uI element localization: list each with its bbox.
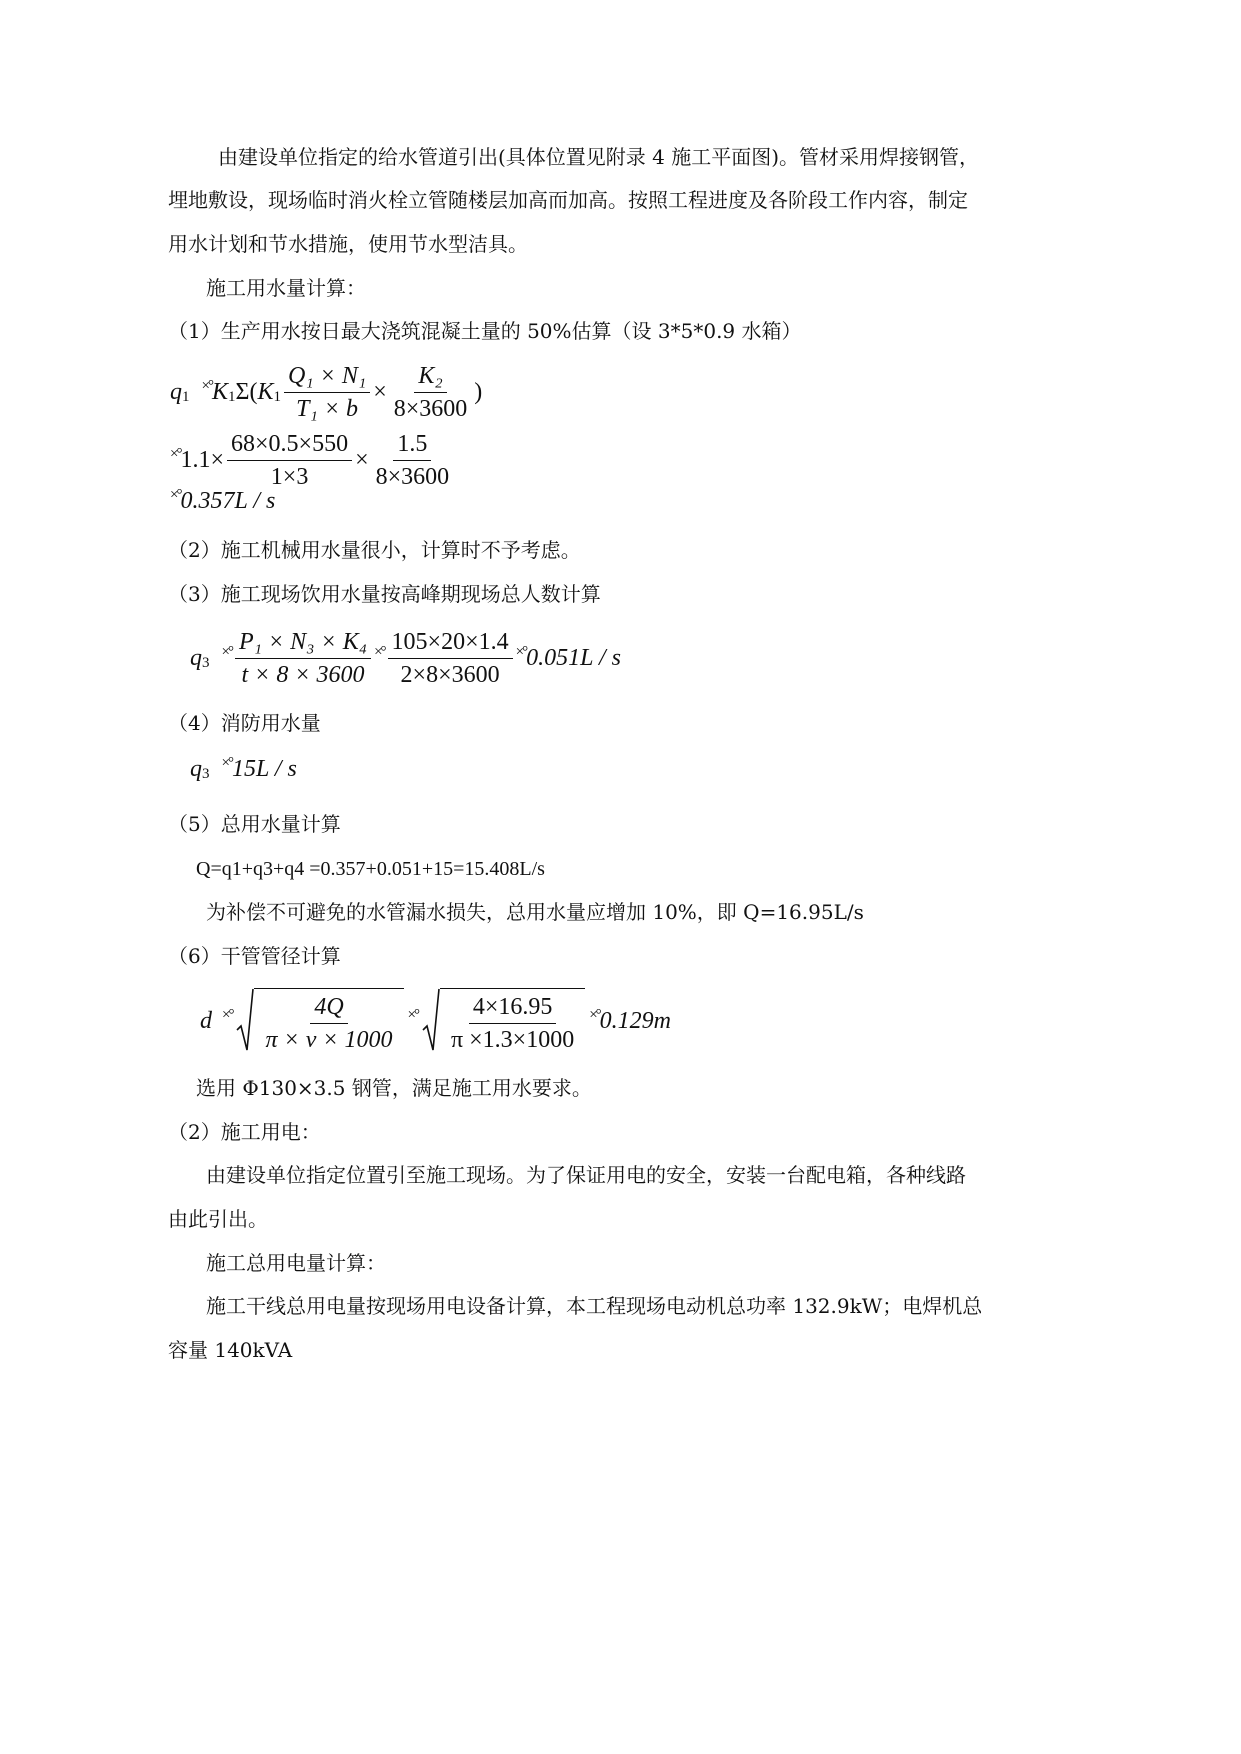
fraction-numerator: P₁ × N₃ × K₄: [235, 628, 371, 659]
times-symbol: ×: [355, 447, 369, 473]
formula-symbol-k: K: [257, 379, 274, 405]
fraction: [390, 362, 472, 423]
item-3-drinking-water: （3）施工现场饮用水量按高峰期现场总人数计算: [168, 582, 601, 606]
equals-glyph: ×°: [201, 378, 212, 394]
equals-glyph: ×°: [170, 487, 181, 503]
equals-glyph: ×°: [222, 1006, 233, 1023]
fraction: [284, 362, 370, 423]
formula-production-water-values: [170, 430, 456, 491]
fraction-numerator: 4×16.95: [469, 993, 557, 1024]
formula-symbol-q: q: [170, 379, 182, 405]
fraction-denominator: T₁ × b: [296, 396, 359, 422]
fraction-numerator: 105×20×1.4: [388, 628, 513, 659]
item-2-machinery-water: （2）施工机械用水量很小，计算时不予考虑。: [168, 538, 581, 562]
radical-sign-icon: [236, 988, 254, 1052]
times-symbol: ×: [373, 379, 387, 405]
square-root: [236, 988, 403, 1054]
equals-glyph: ×°: [221, 644, 232, 660]
square-root: [422, 988, 585, 1054]
equals-glyph: ×°: [589, 1006, 600, 1023]
item-6-pipe-diameter: （6）干管管径计算: [168, 944, 341, 968]
fraction-numerator: K₂: [414, 362, 446, 393]
fraction-denominator: π × v × 1000: [265, 1027, 393, 1053]
radical-sign-icon: [422, 988, 440, 1052]
formula-subscript: 3: [202, 655, 210, 671]
equals-glyph: ×°: [374, 644, 385, 660]
result-value: 0.129m: [599, 1007, 672, 1034]
formula-subscript: 3: [202, 766, 210, 782]
fraction-denominator: 1×3: [270, 464, 309, 490]
fraction-denominator: 8×3600: [375, 464, 450, 490]
power-line-1: 由建设单位指定位置引至施工现场。为了保证用电的安全，安装一台配电箱，各种线路: [206, 1163, 966, 1187]
power-calc-heading: 施工总用电量计算：: [206, 1251, 386, 1275]
formula-symbol-k: K: [211, 379, 228, 405]
fraction: [261, 993, 396, 1054]
result-value: 0.357L / s: [180, 488, 276, 514]
leakage-note: 为补偿不可避免的水管漏水损失，总用水量应增加 10%，即 Q=16.95L/s: [206, 900, 864, 924]
formula-symbol-q: q: [190, 756, 202, 782]
equals-glyph: ×°: [515, 644, 527, 660]
fraction: [388, 628, 513, 689]
equals-glyph: ×°: [221, 755, 232, 771]
radicand: [254, 988, 403, 1054]
intro-line-2: 埋地敷设，现场临时消火栓立管随楼层加高而加高。按照工程进度及各阶段工作内容，制定: [168, 188, 968, 212]
pipe-choice: 选用 Φ130×3.5 钢管，满足施工用水要求。: [196, 1076, 592, 1100]
fraction: [372, 430, 454, 491]
result-value: 15L / s: [231, 756, 297, 782]
fraction: [235, 628, 371, 689]
formula-subscript: 1: [227, 389, 236, 405]
intro-line-1: 由建设单位指定的给水管道引出(具体位置见附录 4 施工平面图)。管材采用焊接钢管，: [218, 145, 980, 169]
fraction-numerator: Q₁ × N₁: [284, 362, 370, 393]
power-line-2: 由此引出。: [168, 1207, 268, 1231]
fraction-denominator: t × 8 × 3600: [241, 662, 365, 688]
fraction-numerator: 68×0.5×550: [227, 430, 352, 461]
coefficient: 1.1×: [180, 447, 225, 473]
formula-symbol-q: q: [190, 645, 202, 671]
intro-line-3: 用水计划和节水措施，使用节水型洁具。: [168, 232, 528, 256]
equals-glyph: ×°: [407, 1006, 419, 1023]
formula-drinking-water: [190, 628, 621, 689]
power-heading: （2）施工用电：: [168, 1120, 321, 1144]
fraction-denominator: 8×3600: [393, 396, 468, 422]
formula-pipe-diameter: [200, 988, 671, 1054]
power-detail-line-1: 施工干线总用电量按现场用电设备计算，本工程现场电动机总功率 132.9kW；电焊机总: [206, 1294, 983, 1318]
water-calc-heading: 施工用水量计算：: [206, 276, 366, 300]
equals-glyph: ×°: [170, 446, 181, 462]
item-4-fire-water: （4）消防用水量: [168, 711, 321, 735]
fraction-denominator: π ×1.3×1000: [451, 1027, 575, 1053]
total-water-formula: Q=q1+q3+q4 =0.357+0.051+15=15.408L/s: [196, 858, 545, 880]
formula-production-water: [170, 362, 482, 423]
fraction-numerator: 1.5: [393, 430, 431, 461]
close-paren: ): [474, 379, 483, 405]
result-value: 0.051L / s: [526, 645, 622, 671]
fraction: [447, 993, 578, 1054]
item-1-production-water: （1）生产用水按日最大浇筑混凝土量的 50%估算（设 3*5*0.9 水箱）: [168, 319, 802, 343]
formula-subscript: 1: [273, 389, 281, 405]
item-5-total-water: （5）总用水量计算: [168, 812, 341, 836]
fraction-denominator: 2×8×3600: [400, 662, 500, 688]
power-detail-line-2: 容量 140kVA: [168, 1338, 293, 1362]
sigma-symbol: Σ(: [235, 379, 258, 405]
fraction-numerator: 4Q: [310, 993, 347, 1024]
radicand: [440, 988, 585, 1054]
fraction: [227, 430, 352, 491]
formula-production-water-result: [170, 488, 275, 515]
formula-fire-water: [190, 756, 297, 783]
formula-symbol-d: d: [200, 1007, 212, 1034]
formula-subscript: 1: [182, 389, 190, 405]
